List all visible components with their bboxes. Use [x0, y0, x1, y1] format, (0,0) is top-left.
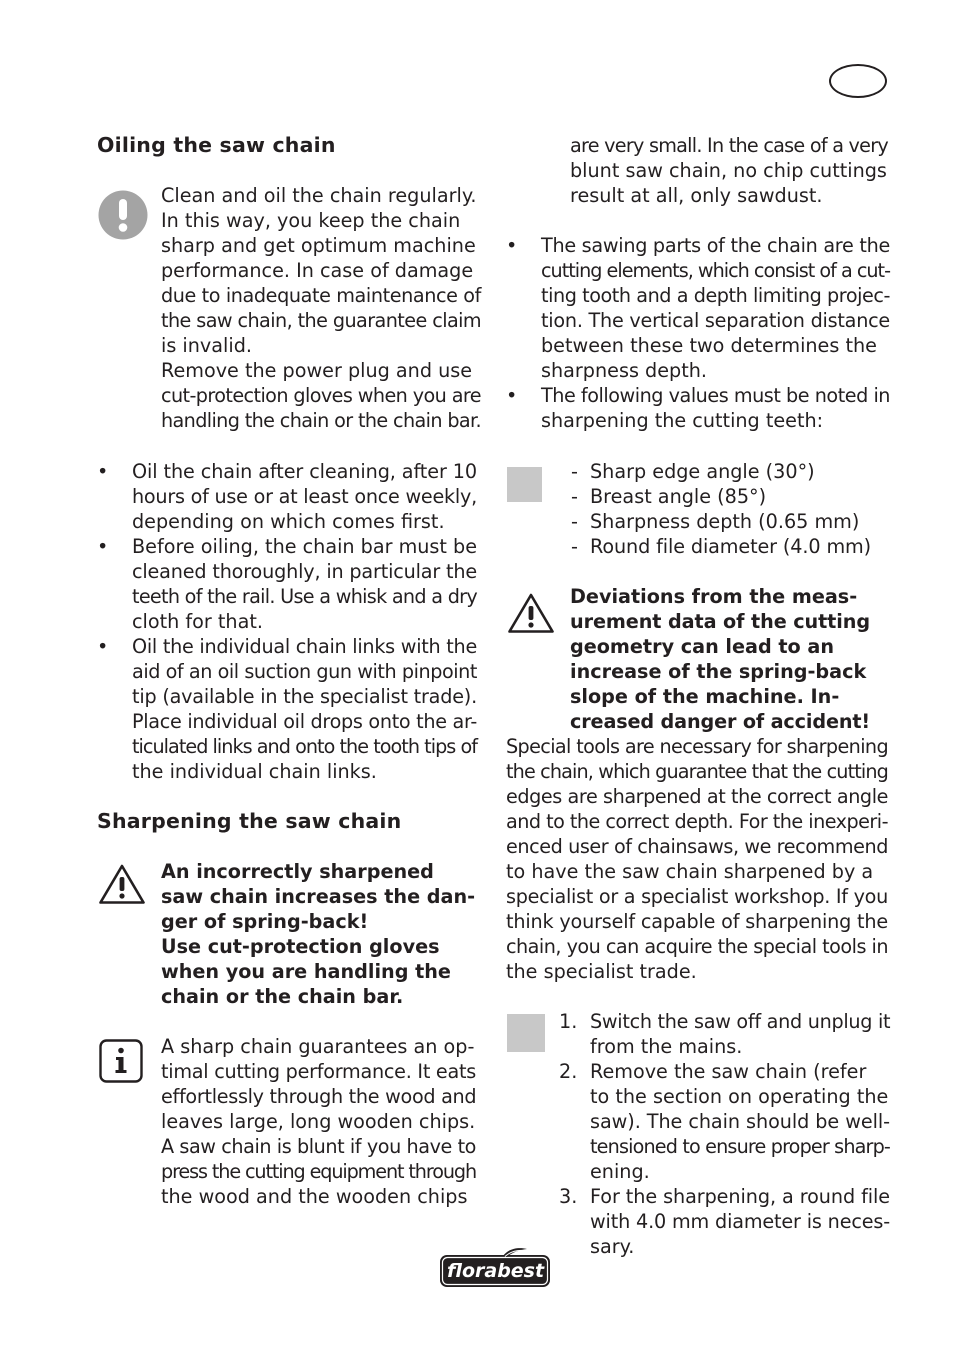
- text-line: chain, you can acquire the special tools in: [506, 935, 888, 958]
- text-line: sharp and get optimum machine: [161, 234, 476, 257]
- text-line: the specialist trade.: [506, 960, 697, 983]
- step-item: [556, 1009, 890, 1059]
- text-line: due to inadequate maintenance of: [161, 284, 481, 307]
- text-line: Clean and oil the chain regularly.: [161, 184, 477, 207]
- text-line: with 4.0 mm diameter is neces-: [590, 1210, 890, 1233]
- text-line: specialist or a specialist workshop. If you: [506, 885, 889, 908]
- text-line: depending on which comes first.: [132, 510, 445, 533]
- text-line: timal cutting performance. It eats: [161, 1060, 476, 1083]
- text-line: saw). The chain should be well-: [590, 1110, 890, 1133]
- text-line: to the section on operating the: [590, 1085, 889, 1108]
- value-item: [571, 509, 871, 534]
- dash-marker: -: [571, 460, 578, 483]
- text-line: sharpening the cutting teeth:: [541, 409, 824, 432]
- warning-triangle-icon: [98, 863, 146, 911]
- logo-text: florabest: [447, 1260, 545, 1282]
- text-line: when you are handling the: [161, 960, 451, 983]
- sharpening-warning: [161, 859, 475, 1009]
- text-line: urement data of the cutting: [570, 610, 870, 633]
- text-line: cleaned thoroughly, in particular the: [132, 560, 477, 583]
- text-line: In this way, you keep the chain: [161, 209, 461, 232]
- text-line: Before oiling, the chain bar must be: [132, 535, 477, 558]
- text-line: A saw chain is blunt if you have to: [161, 1135, 476, 1158]
- warning-triangle-icon: [507, 592, 555, 640]
- bullet-dot: •: [97, 535, 109, 558]
- florabest-logo: [439, 1247, 551, 1289]
- text-line: the saw chain, the guarantee claim: [161, 309, 481, 332]
- text-line: Switch the saw off and unplug it: [590, 1010, 891, 1033]
- text-line: slope of the machine. In-: [570, 685, 840, 708]
- text-line: leaves large, long wooden chips.: [161, 1110, 476, 1133]
- text-line: increase of the spring-back: [570, 660, 867, 683]
- text-line: performance. In case of damage: [161, 259, 474, 282]
- text-line: ting tooth and a depth limiting projec-: [541, 284, 890, 307]
- bullet-dot: •: [97, 460, 109, 483]
- oiling-heading: Oiling the saw chain: [97, 133, 336, 157]
- text-line: cloth for that.: [132, 610, 263, 633]
- bullet-item: [506, 233, 890, 383]
- step-item: [556, 1184, 890, 1259]
- text-line: between these two determines the: [541, 334, 877, 357]
- text-line: tion. The vertical separation distance: [541, 309, 890, 332]
- grey-marker: [507, 1014, 545, 1052]
- text-line: the individual chain links.: [132, 760, 377, 783]
- bullet-dot: •: [506, 384, 518, 407]
- step-item: [556, 1059, 890, 1184]
- text-line: the wood and the wooden chips: [161, 1185, 468, 1208]
- text-line: think yourself capable of sharpening the: [506, 910, 888, 933]
- oiling-bullet-list: [97, 459, 477, 784]
- text-line: blunt saw chain, no chip cuttings: [570, 159, 887, 182]
- text-line: enced user of chainsaws, we recommend: [506, 835, 888, 858]
- sharpening-info: [161, 1034, 476, 1209]
- text-line: to have the saw chain sharpened by a: [506, 860, 874, 883]
- dash-marker: -: [571, 535, 578, 558]
- text-line: Deviations from the meas-: [570, 585, 858, 608]
- bullet-item: [97, 534, 477, 634]
- value-item: [571, 534, 871, 559]
- text-line: A sharp chain guarantees an op-: [161, 1035, 475, 1058]
- exclamation-icon: [98, 190, 148, 246]
- text-line: ening.: [590, 1160, 650, 1183]
- bullet-dot: •: [97, 635, 109, 658]
- step-number: 3.: [559, 1185, 578, 1208]
- text-line: Oil the chain after cleaning, after 10: [132, 460, 477, 483]
- text-line: aid of an oil suction gun with pinpoint: [132, 660, 477, 683]
- text-line: are very small. In the case of a very: [570, 134, 888, 157]
- text-line: cutting elements, which consist of a cut-: [541, 259, 890, 282]
- text-line: The sawing parts of the chain are the: [541, 234, 890, 257]
- text-line: An incorrectly sharpened: [161, 860, 434, 883]
- value-item: [571, 484, 871, 509]
- text-line: Remove the power plug and use: [161, 359, 473, 382]
- text-line: from the mains.: [590, 1035, 743, 1058]
- language-badge: [829, 64, 887, 98]
- text-line: creased danger of accident!: [570, 710, 870, 733]
- value-text: Breast angle (85°): [590, 485, 767, 508]
- text-line: geometry can lead to an: [570, 635, 835, 658]
- sharpening-steps-list: [556, 1009, 890, 1259]
- text-line: saw chain increases the dan-: [161, 885, 476, 908]
- dash-marker: -: [571, 510, 578, 533]
- text-line: press the cutting equipment through: [161, 1160, 476, 1183]
- value-text: Sharpness depth (0.65 mm): [590, 510, 860, 533]
- dash-marker: -: [571, 485, 578, 508]
- text-line: sary.: [590, 1235, 635, 1258]
- text-line: sharpness depth.: [541, 359, 707, 382]
- text-line: tip (available in the specialist trade).: [132, 685, 477, 708]
- text-line: ticulated links and onto the tooth tips of: [132, 735, 477, 758]
- info-icon: [99, 1039, 143, 1089]
- text-line: Oil the individual chain links with the: [132, 635, 477, 658]
- value-text: Sharp edge angle (30°): [590, 460, 815, 483]
- text-line: is invalid.: [161, 334, 252, 357]
- text-line: result at all, only sawdust.: [570, 184, 823, 207]
- text-line: Remove the saw chain (refer: [590, 1060, 867, 1083]
- oiling-note: [161, 183, 481, 433]
- step-number: 1.: [559, 1010, 578, 1033]
- continuation-text: [570, 133, 888, 208]
- text-line: The following values must be noted in: [541, 384, 890, 407]
- text-line: chain or the chain bar.: [161, 985, 404, 1008]
- text-line: tensioned to ensure proper sharp-: [590, 1135, 890, 1158]
- text-line: the chain, which guarantee that the cutting: [506, 760, 888, 783]
- text-line: Use cut-protection gloves: [161, 935, 440, 958]
- sharpening-values-list: [571, 459, 871, 559]
- bullet-item: [97, 634, 477, 784]
- value-text: Round file diameter (4.0 mm): [590, 535, 871, 558]
- text-line: hours of use or at least once weekly,: [132, 485, 477, 508]
- bullet-item: [506, 383, 890, 433]
- text-line: cut-protection gloves when you are: [161, 384, 481, 407]
- special-tools-paragraph: [506, 734, 888, 984]
- text-line: Place individual oil drops onto the ar-: [132, 710, 477, 733]
- sharpening-heading: Sharpening the saw chain: [97, 809, 402, 833]
- text-line: edges are sharpened at the correct angle: [506, 785, 888, 808]
- text-line: ger of spring-back!: [161, 910, 369, 933]
- value-item: [571, 459, 871, 484]
- text-line: Special tools are necessary for sharpening: [506, 735, 888, 758]
- geometry-warning: [570, 584, 870, 734]
- bullet-item: [97, 459, 477, 534]
- text-line: teeth of the rail. Use a whisk and a dry: [132, 585, 477, 608]
- text-line: and to the correct depth. For the inexperi-: [506, 810, 888, 833]
- step-number: 2.: [559, 1060, 578, 1083]
- grey-marker: [507, 467, 542, 502]
- text-line: effortlessly through the wood and: [161, 1085, 477, 1108]
- text-line: For the sharpening, a round file: [590, 1185, 890, 1208]
- chain-bullet-list: [506, 233, 890, 433]
- bullet-dot: •: [506, 234, 518, 257]
- text-line: handling the chain or the chain bar.: [161, 409, 481, 432]
